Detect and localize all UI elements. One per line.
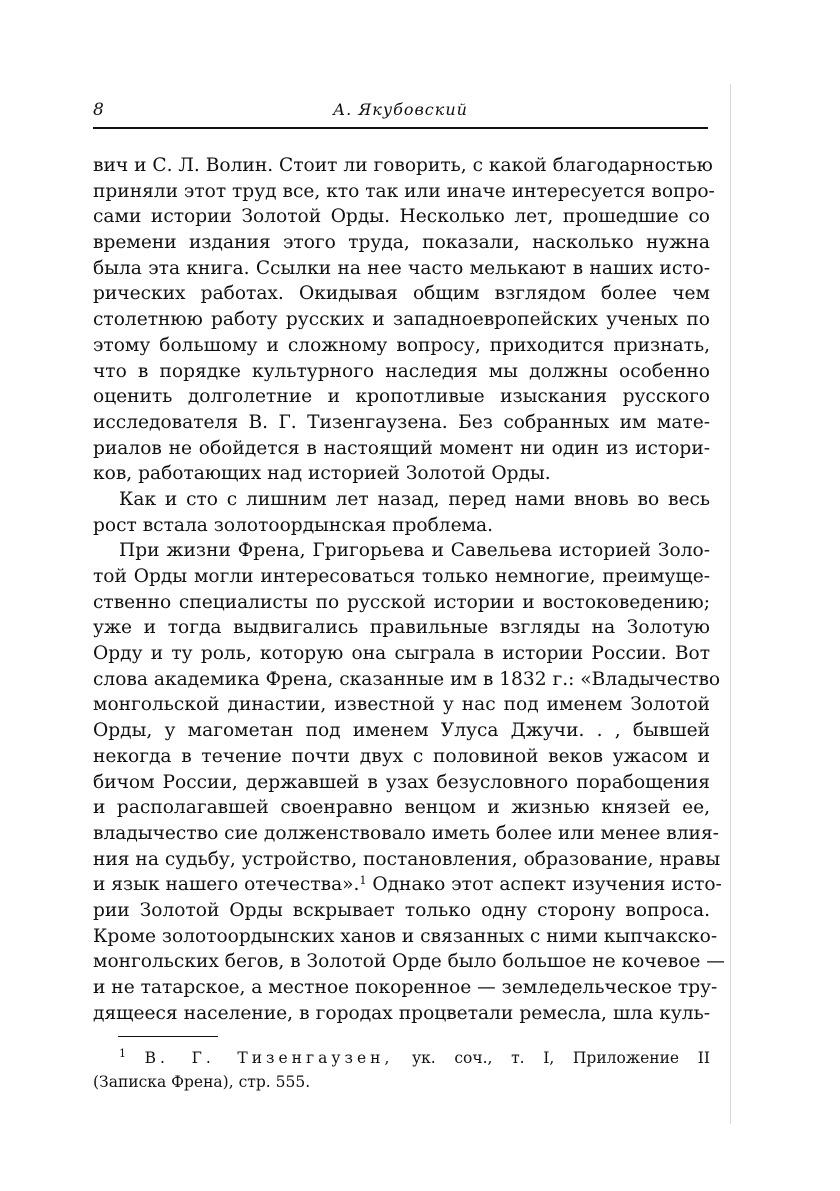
running-title: А. Якубовский (333, 100, 468, 119)
text-line: слова академика Френа, сказанные им в 1832 г.: «Владычество (93, 668, 721, 690)
text-line: ственно специалисты по русской истории и востоковедению; (93, 591, 710, 613)
text-line: Кроме золотоордынских ханов и связанных с ними кыпчакско- (93, 925, 718, 947)
text-line: монгольских бегов, в Золотой Орде было большое не кочевое — (93, 951, 725, 973)
text-line: приняли этот труд все, кто так или иначе интересуется вопро- (93, 180, 715, 202)
footnote-line: (Записка Френа), стр. 555. (93, 1073, 311, 1091)
text-line: исследователя В. Г. Тизенгаузена. Без собранных им мате- (93, 411, 710, 433)
text-line: Орды, у магометан под именем Улуса Джучи. . , бывшей (93, 720, 710, 742)
text-line: оценить долголетние и кропотливые изыскания русского (93, 386, 710, 408)
text-line: ния на судьбу, устройство, постановления, образование, нравы (93, 848, 721, 870)
footnote-text: ук. соч., т. I, Приложение II (393, 1049, 710, 1067)
text-line: дящееся население, в городах процветали ремесла, шла куль- (93, 1002, 710, 1024)
text-segment: и язык нашего отечества». (93, 874, 360, 896)
text-line: и не татарское, а местное покоренное — земледельческое тру- (93, 977, 718, 998)
text-line: рии Золотой Орды вскрывает только одну сторону вопроса. (93, 899, 710, 921)
text-line: бичом России, державшей в узах безусловного порабощения (93, 771, 710, 793)
text-line: монгольской династии, известной у нас под именем Золотой (93, 694, 710, 716)
text-line: уже и тогда выдвигались правильные взгляды на Золотую (93, 617, 710, 639)
text-line: что в порядке культурного наследия мы должны особенно (93, 360, 710, 382)
footnotes (93, 1046, 710, 1094)
footnote-author: В. Г. Тизенгаузен, (144, 1049, 394, 1067)
text-line: была эта книга. Ссылки на нее часто мелькают в наших исто- (93, 257, 710, 279)
text-line: времени издания этого труда, показали, насколько нужна (93, 232, 710, 254)
text-line: Орду и ту роль, которую она сыграла в истории России. Вот (93, 643, 710, 665)
text-line: этому большому и сложному вопросу, приходится признать, (93, 334, 710, 356)
page-edge (730, 84, 731, 1124)
text-line: рост встала золотоордынская проблема. (93, 514, 494, 536)
footnote-line (93, 1046, 710, 1070)
text-line: некогда в течение почти двух с половиной веков ужасом и (93, 745, 710, 767)
text-line: и располагавшей своенравно венцом и жизнью князей ее, (93, 797, 710, 819)
page-header (93, 100, 708, 126)
text-line (93, 872, 722, 898)
footnote-rule (118, 1036, 218, 1037)
text-line: Как и сто с лишним лет назад, перед нами вновь во весь (119, 488, 710, 510)
text-line: владычество сие долженствовало иметь более или менее влия- (93, 822, 719, 844)
text-line: риалов не обойдется в настоящий момент ни один из истори- (93, 437, 710, 459)
footnote-reference: 1 (359, 874, 367, 888)
header-rule (93, 127, 708, 129)
body-text (93, 153, 725, 1026)
text-line: вич и С. Л. Волин. Стоит ли говорить, с какой благодарностью (93, 155, 713, 176)
text-line: сами истории Золотой Орды. Несколько лет, прошедшие со (93, 206, 710, 228)
text-line: столетнюю работу русских и западноевропейских ученых по (93, 309, 710, 331)
text-line: ков, работающих над историей Золотой Орды. (93, 463, 551, 485)
text-segment: Однако этот аспект изучения исто- (366, 874, 722, 896)
text-line: При жизни Френа, Григорьева и Савельева историей Золо- (119, 540, 710, 562)
text-line: той Орды могли интересоваться только немногие, преимуще- (93, 566, 710, 587)
footnote-marker: 1 (119, 1047, 126, 1060)
text-line: рических работах. Окидывая общим взглядом более чем (93, 283, 710, 305)
page-number: 8 (93, 100, 104, 120)
